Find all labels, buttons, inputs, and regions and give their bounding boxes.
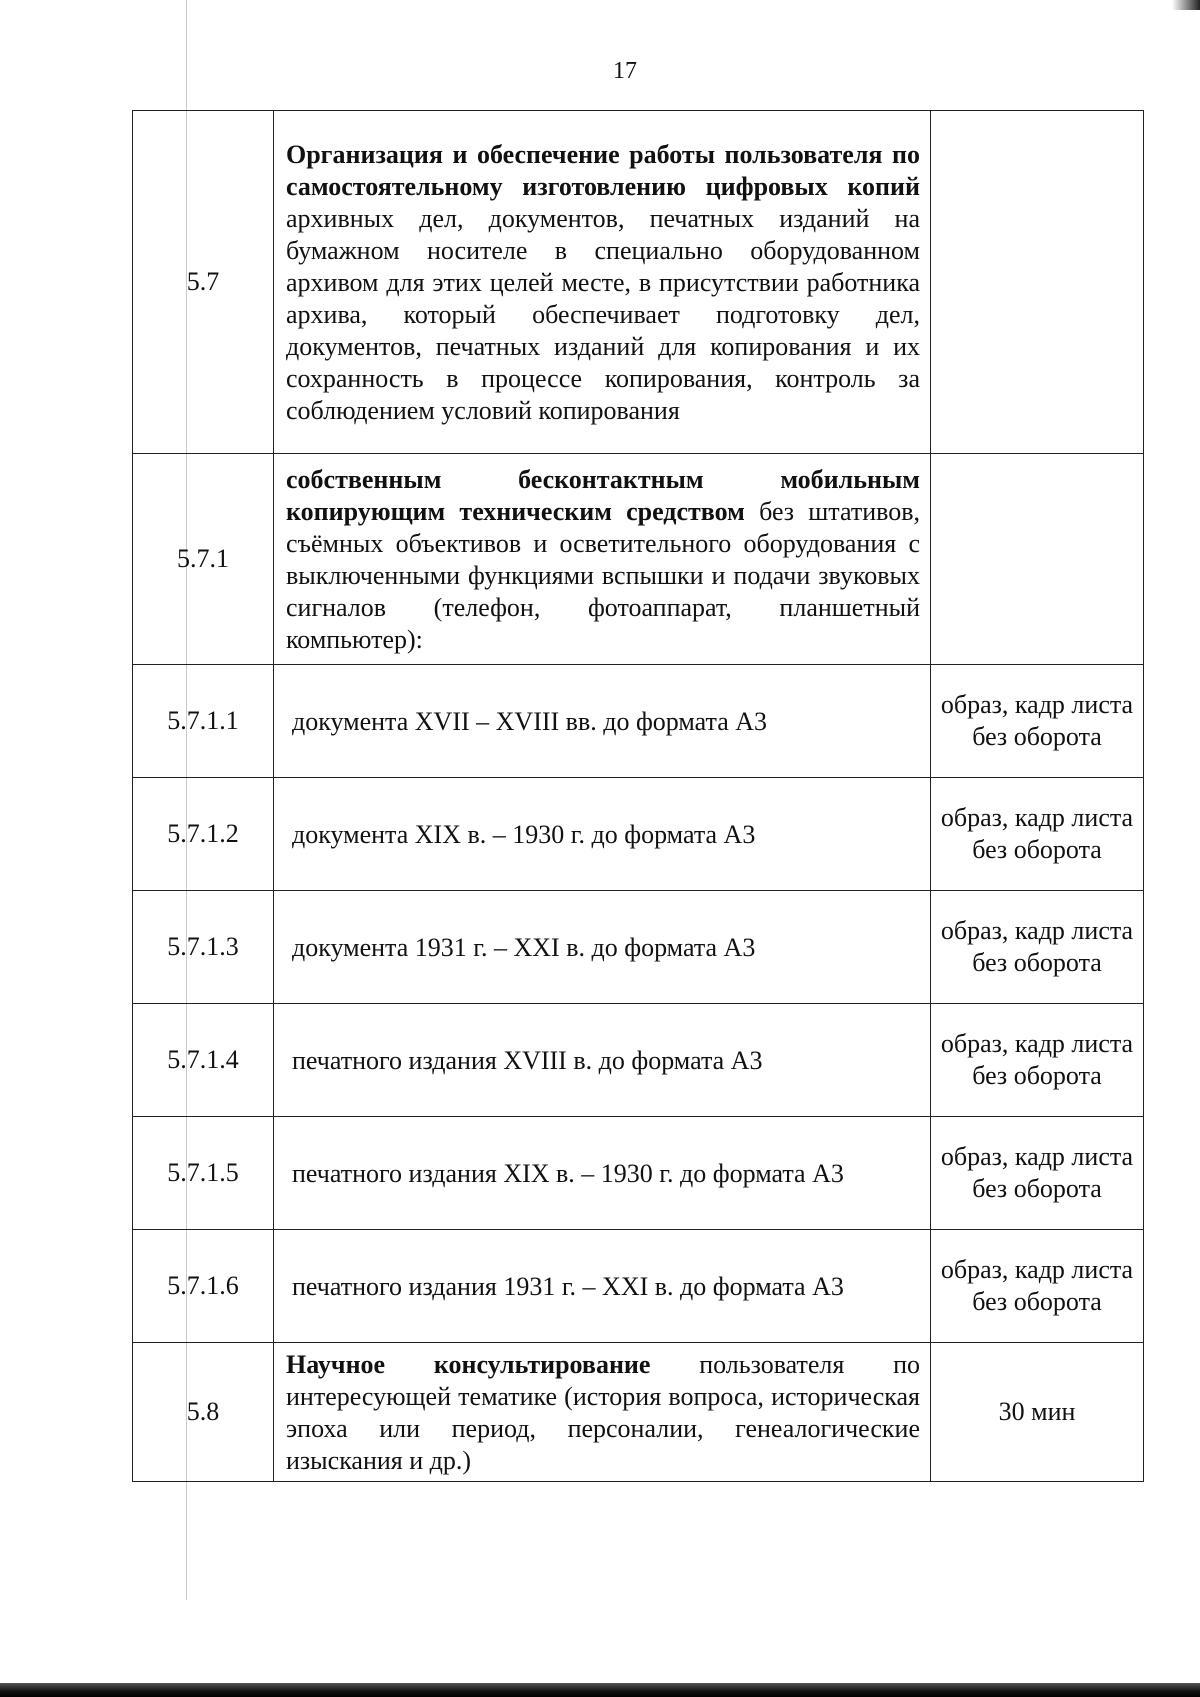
description-text: архивных дел, документов, печатных изданий на бумажном носителе в специально оборудованном архивом для этих целей месте, в присутствии работника архива, который обеспечивает подготовку дел, документов, печатных изданий для копирования и их сохранность в процессе копирования, контроль за соблюдением условий копирования	[286, 204, 920, 425]
row-code: 5.7.1.5	[133, 1117, 274, 1230]
row-unit: образ, кадр листа без оборота	[931, 778, 1144, 891]
row-unit: образ, кадр листа без оборота	[931, 1230, 1144, 1343]
table-row-5-7	[133, 111, 1144, 454]
description-text: пользователя по интересующей тематике (история вопроса, историческая эпоха или период, персоналии, генеалогические изыскания и др.)	[286, 1350, 920, 1475]
table-row-5-7-1-3	[133, 891, 1144, 1004]
description-text: без штативов, съёмных объективов и осветительного оборудования с выключенными функциями вспышки и подачи звуковых сигналов (телефон, фотоаппарат, планшетный компьютер):	[286, 497, 920, 654]
table-row-5-7-1-2	[133, 778, 1144, 891]
row-description: печатного издания XVIII в. до формата А3	[274, 1004, 931, 1117]
row-description	[274, 454, 931, 665]
row-description	[274, 111, 931, 454]
row-code: 5.7.1	[133, 454, 274, 665]
table-row-5-7-1-5	[133, 1117, 1144, 1230]
row-code: 5.7.1.1	[133, 665, 274, 778]
scan-bottom-edge	[0, 1683, 1200, 1697]
row-description: печатного издания XIX в. – 1930 г. до формата А3	[274, 1117, 931, 1230]
table-row-5-7-1-1	[133, 665, 1144, 778]
row-code: 5.7.1.2	[133, 778, 274, 891]
row-code: 5.7.1.4	[133, 1004, 274, 1117]
table-row-5-7-1	[133, 454, 1144, 665]
row-unit: образ, кадр листа без оборота	[931, 1117, 1144, 1230]
description-bold: Научное консультирование	[286, 1350, 651, 1379]
page-number: 17	[613, 58, 637, 84]
row-unit: образ, кадр листа без оборота	[931, 1004, 1144, 1117]
row-unit: образ, кадр листа без оборота	[931, 891, 1144, 1004]
description-bold: собственным бесконтактным мобильным копирующим техническим средством	[286, 465, 920, 526]
table-row-5-7-1-6	[133, 1230, 1144, 1343]
row-code: 5.7.1.6	[133, 1230, 274, 1343]
row-code: 5.8	[133, 1343, 274, 1482]
row-description: печатного издания 1931 г. – XXI в. до формата А3	[274, 1230, 931, 1343]
row-description: документа XIX в. – 1930 г. до формата А3	[274, 778, 931, 891]
row-unit: 30 мин	[931, 1343, 1144, 1482]
table-row-5-8	[133, 1343, 1144, 1482]
row-description: документа 1931 г. – XXI в. до формата А3	[274, 891, 931, 1004]
row-unit	[931, 111, 1144, 454]
services-table	[132, 110, 1144, 1482]
description-bold: Организация и обеспечение работы пользователя по самостоятельному изготовлению цифровых копий	[286, 140, 920, 201]
row-unit	[931, 454, 1144, 665]
table-row-5-7-1-4	[133, 1004, 1144, 1117]
row-code: 5.7.1.3	[133, 891, 274, 1004]
row-description	[274, 1343, 931, 1482]
scan-corner-mark	[1172, 0, 1200, 10]
row-unit: образ, кадр листа без оборота	[931, 665, 1144, 778]
row-code: 5.7	[133, 111, 274, 454]
row-description: документа XVII – XVIII вв. до формата А3	[274, 665, 931, 778]
